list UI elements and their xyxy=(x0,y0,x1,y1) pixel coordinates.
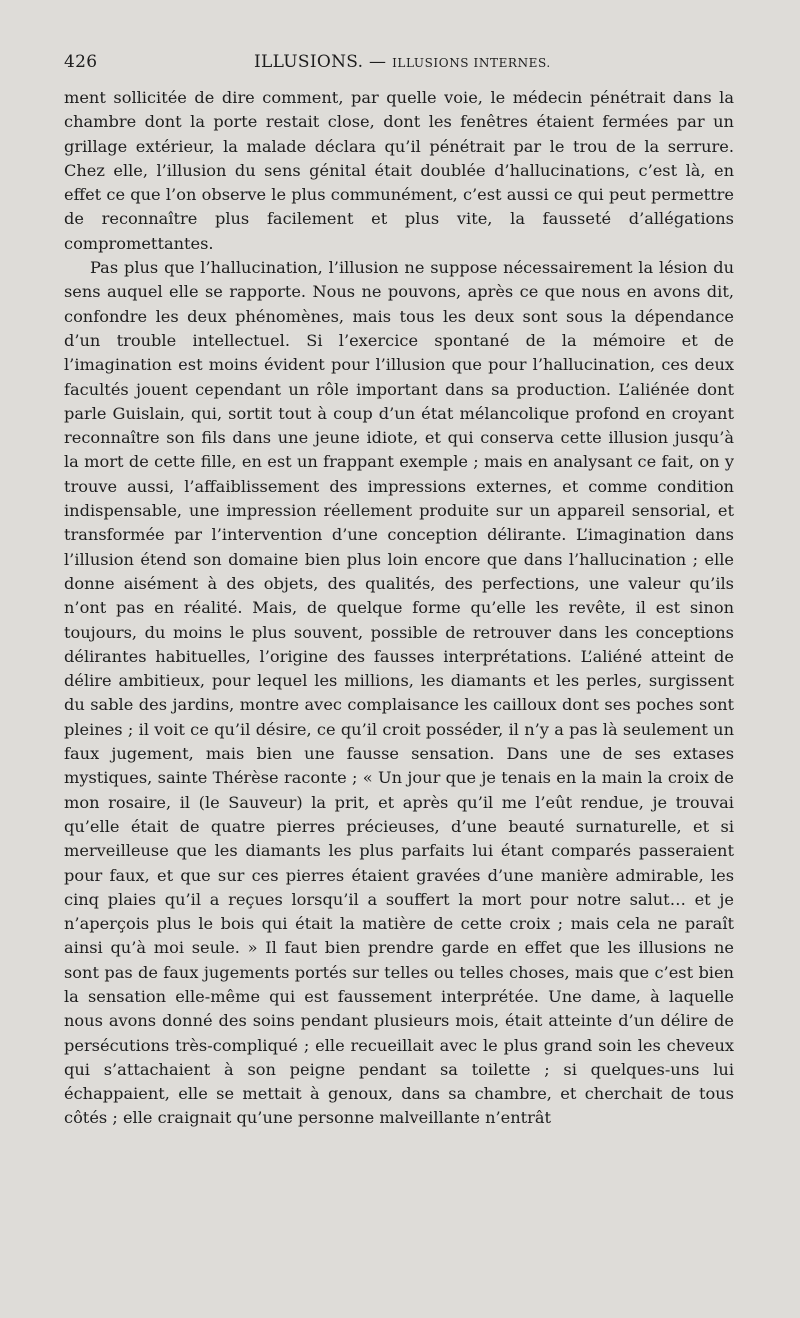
page-number: 426 xyxy=(64,52,98,72)
header-subtitle: ILLUSIONS INTERNES. xyxy=(392,56,551,70)
body-text xyxy=(64,86,734,1131)
header-title: ILLUSIONS. xyxy=(254,52,364,72)
header-separator: — xyxy=(369,52,387,72)
paragraph: Pas plus que l’hallucination, l’illusion ne suppose nécessairement la lésion du sens auquel elle se rapporte. Nous ne pouvons, après ce que nous en avons dit, confondre les deux phénomènes, mais tous les deux sont sous la dépendance d’un trouble intellectuel. Si l’exercice spontané de la mémoire et de l’imagination est moins évident pour l’illusion que pour l’hallucination, ces deux facultés jouent cependant un rôle important dans sa production. L’aliénée dont parle Guislain, qui, sortit tout à coup d’un état mélancolique profond en croyant reconnaître son fils dans une jeune idiote, et qui conserva cette illusion jusqu’à la mort de cette fille, en est un frappant exemple ; mais en analysant ce fait, on y trouve aussi, l’affaiblissement des impressions externes, et comme condition indispensable, une impression réellement produite sur un appareil sensorial, et transformée par l’intervention d’une conception délirante. L’imagination dans l’illusion étend son domaine bien plus loin encore que dans l’hallucination ; elle donne aisément à des objets, des qualités, des perfections, une valeur qu’ils n’ont pas en réalité. Mais, de quelque forme qu’elle les revête, il est sinon toujours, du moins le plus souvent, possible de retrouver dans les conceptions délirantes habituelles, l’origine des fausses interprétations. L’aliéné atteint de délire ambitieux, pour lequel les millions, les diamants et les perles, surgissent du sable des jardins, montre avec complaisance les cailloux dont ses poches sont pleines ; il voit ce qu’il désire, ce qu’il croit posséder, il n’y a pas là seulement un faux jugement, mais bien une fausse sensation. Dans une de ses extases mystiques, sainte Thérèse raconte ; « Un jour que je tenais en la main la croix de mon rosaire, il (le Sauveur) la prit, et après qu’il me l’eût rendue, je trouvai qu’elle était de quatre pierres précieuses, d’une beauté surnaturelle, et si merveilleuse que les diamants les plus parfaits lui étant comparés passeraient pour faux, et que sur ces pierres étaient gravées d’une manière admirable, les cinq plaies qu’il a reçues lorsqu’il a souffert la mort pour notre salut… et je n’aperçois plus le bois qui était la matière de cette croix ; mais cela ne paraît ainsi qu’à moi seule. » Il faut bien prendre garde en effet que les illusions ne sont pas de faux jugements portés sur telles ou telles choses, mais que c’est bien la sensation elle-même qui est faussement interprétée. Une dame, à laquelle nous avons donné des soins pendant plusieurs mois, était atteinte d’un délire de persécutions très-compliqué ; elle recueillait avec le plus grand soin les cheveux qui s’attachaient à son peigne pendant sa toilette ; si quelques-uns lui échappaient, elle se mettait à genoux, dans sa chambre, et cherchait de tous côtés ; elle craignait qu’une personne malveillante n’entrât xyxy=(64,258,734,1128)
running-title xyxy=(254,50,551,75)
paragraph-continuation: ment sollicitée de dire comment, par quelle voie, le médecin pénétrait dans la chambre dont la porte restait close, dont les fenêtres étaient fermées par un grillage extérieur, la malade déclara qu’il pénétrait par le trou de la serrure. Chez elle, l’illusion du sens génital était doublée d’hallucinations, c’est là, en effet ce que l’on observe le plus communément, c’est aussi ce qui peut permettre de reconnaître plus facilement et plus vite, la fausseté d’allégations compromettantes. xyxy=(64,88,734,253)
page-header xyxy=(64,50,736,74)
